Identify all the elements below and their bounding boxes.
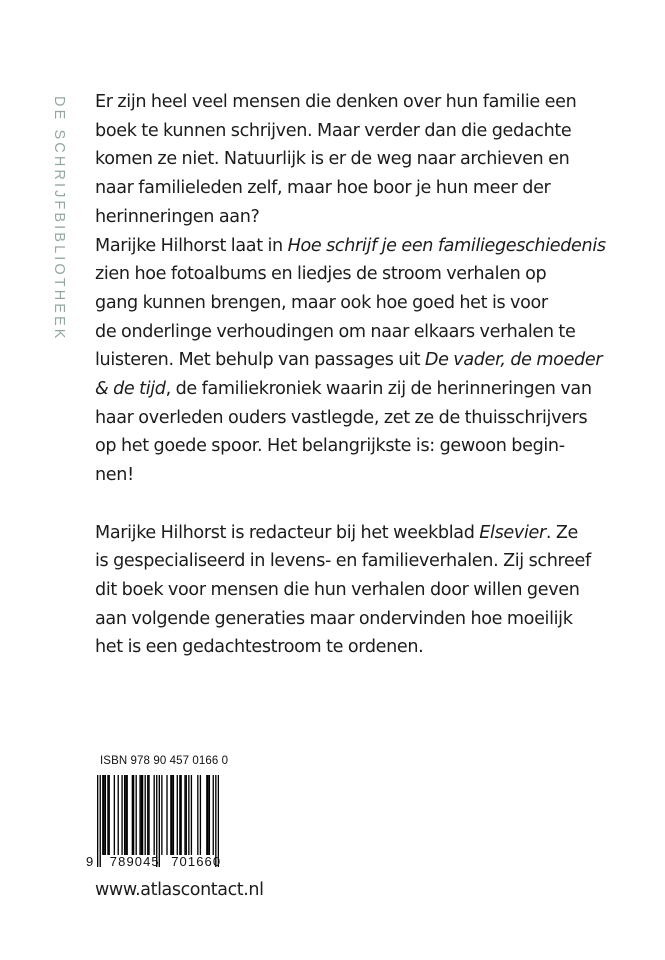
text-line	[95, 346, 603, 375]
text-line: zien hoe fotoalbums en liedjes de stroom verhalen op	[95, 264, 547, 285]
text-line	[95, 232, 606, 261]
barcode-digits-right: 701660	[171, 854, 222, 869]
text-line: boek te kunnen schrijven. Maar verder dan die gedachte	[95, 120, 572, 141]
text-line: op het goede spoor. Het belangrijkste is: gewoon begin-	[95, 436, 565, 457]
text-line: komen ze niet. Natuurlijk is er de weg naar archieven en	[95, 149, 570, 170]
text-line: haar overleden ouders vastlegde, zet ze de thuisschrijvers	[95, 407, 588, 428]
text-run: . Ze	[545, 522, 579, 543]
text-line: de onderlinge verhoudingen om naar elkaars verhalen te	[95, 321, 576, 342]
text-line: herinneringen aan?	[95, 206, 260, 227]
blurb-paragraph-description	[95, 232, 606, 490]
text-line: Er zijn heel veel mensen die denken over hun familie een	[95, 92, 577, 112]
barcode-digits-left: 789045	[109, 854, 160, 869]
text-run: Marijke Hilhorst laat in	[95, 235, 288, 256]
back-cover-blurb	[95, 88, 606, 662]
text-line: aan volgende generaties maar ondervinden hoe moeilijk	[95, 608, 573, 629]
text-run: Marijke Hilhorst is redacteur bij het weekblad	[95, 522, 480, 543]
blurb-paragraph-author-bio	[95, 519, 591, 663]
book-title: & de tijd	[95, 379, 166, 400]
text-run: , de familiekroniek waarin zij de herinneringen van	[165, 379, 592, 400]
text-line: naar familieleden zelf, maar hoe boor je hun meer der	[95, 178, 551, 199]
magazine-title: Elsevier	[479, 522, 546, 543]
text-line: het is een gedachtestroom te ordenen.	[95, 637, 424, 658]
barcode-digit-first: 9	[86, 854, 95, 869]
paragraph-gap	[95, 490, 565, 519]
book-title: Hoe schrijf je een familiegeschiedenis	[287, 235, 606, 256]
book-title: De vader, de moeder	[424, 350, 603, 371]
text-line	[95, 519, 579, 548]
blurb-paragraph-intro	[95, 88, 577, 232]
text-line: gang kunnen brengen, maar ook hoe goed het is voor	[95, 292, 548, 313]
text-run: luisteren. Met behulp van passages uit	[95, 350, 425, 371]
text-line: nen!	[95, 465, 134, 486]
publisher-url[interactable]: www.atlascontact.nl	[95, 880, 264, 900]
barcode-digits	[86, 854, 221, 869]
text-line: is gespecialiseerd in levens- en familieverhalen. Zij schreef	[95, 551, 591, 572]
text-line: dit boek voor mensen die hun verhalen door willen geven	[95, 579, 580, 600]
text-line	[95, 375, 592, 404]
series-label: DE SCHRIJFBIBLIOTHEEK	[51, 96, 67, 342]
isbn-label: ISBN 978 90 457 0166 0	[100, 755, 229, 767]
